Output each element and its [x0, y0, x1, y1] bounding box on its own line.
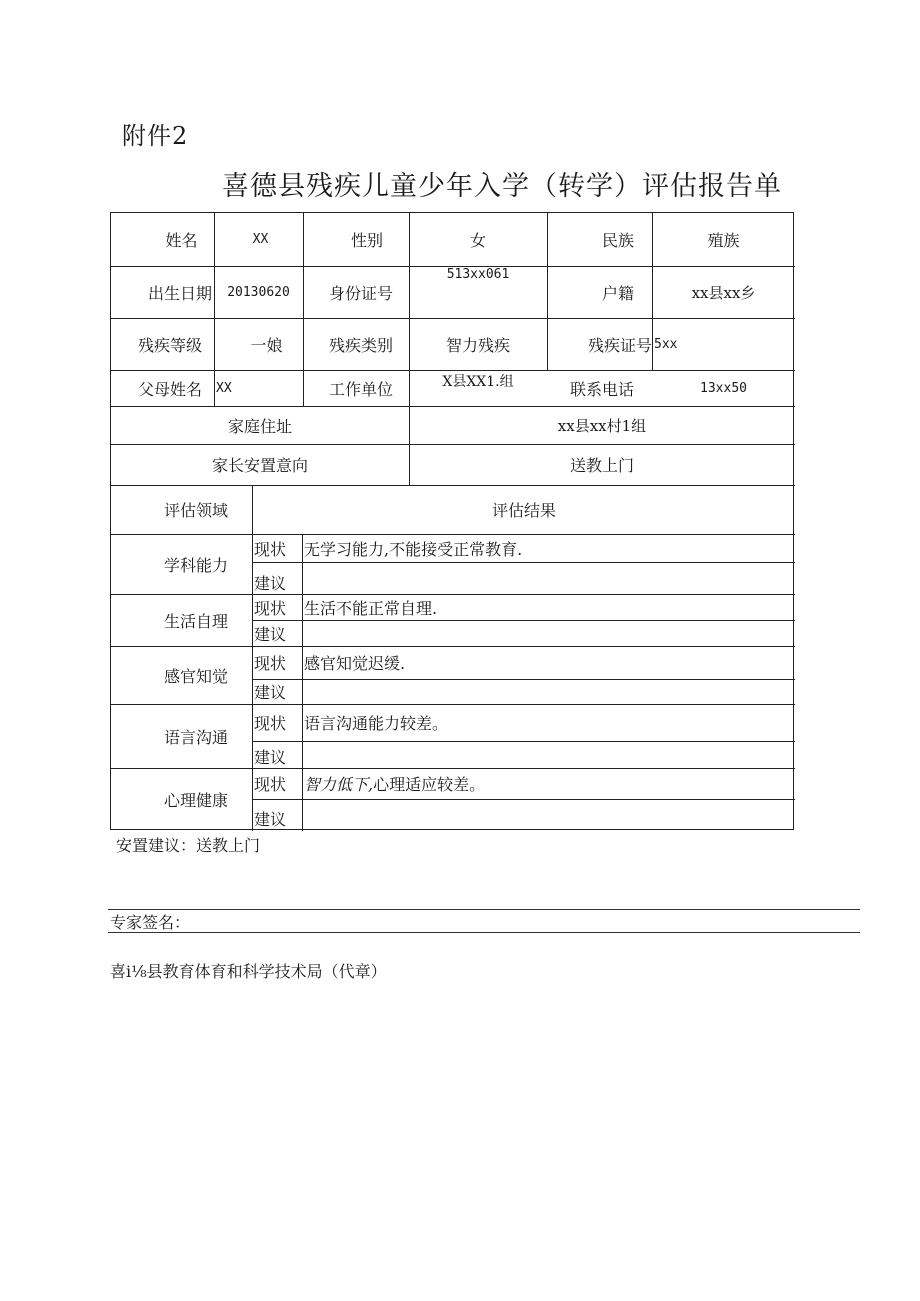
- suggest-label: 建议: [254, 748, 287, 767]
- disability-cert-value: 5xx: [654, 336, 678, 352]
- status-label: 现状: [254, 539, 287, 559]
- assessment-table: [110, 212, 794, 830]
- disability-level-value: 一娘: [250, 335, 283, 355]
- phone-value: 13xx50: [700, 380, 747, 396]
- gender-value: 女: [469, 231, 486, 250]
- hukou-label: 户籍: [601, 283, 634, 303]
- status-text: 感官知觉迟缓.: [304, 654, 406, 673]
- phone-label: 联系电话: [569, 379, 634, 399]
- ethnicity-label: 民族: [601, 231, 634, 250]
- gender-label: 性别: [350, 231, 383, 250]
- work-unit-label: 工作单位: [328, 379, 393, 399]
- dob-value: 20130620: [227, 284, 290, 300]
- signature-divider-top: [108, 909, 860, 910]
- suggest-text[interactable]: [302, 620, 797, 646]
- placement-intent-label: 家长安置意向: [211, 456, 308, 475]
- address-label: 家庭住址: [227, 416, 292, 436]
- status-label: 现状: [254, 654, 287, 673]
- dob-label: 出生日期: [147, 283, 212, 303]
- eval-result-header: 评估结果: [492, 501, 557, 520]
- expert-signature-label: 专家签名：: [110, 913, 191, 932]
- suggest-label: 建议: [254, 810, 287, 829]
- suggest-label: 建议: [254, 624, 287, 644]
- id-value: 513xx061: [446, 267, 510, 282]
- domain-name: 生活自理: [163, 611, 228, 631]
- attachment-label: 附件2: [122, 122, 189, 150]
- placement-intent-value: 送教上门: [569, 456, 634, 475]
- name-value: XX: [252, 232, 269, 247]
- status-text: 心理适应较差。: [373, 775, 486, 794]
- placement-suggestion: 安置建议：送教上门: [116, 836, 261, 855]
- status-text: 生活不能正常自理.: [304, 598, 438, 618]
- domain-name: 心理健康: [163, 790, 228, 810]
- id-label: 身份证号: [328, 283, 393, 303]
- page-title: 喜德县残疾儿童少年入学（转学）评估报告单: [222, 171, 782, 202]
- domain-name: 语言沟通: [163, 727, 228, 747]
- disability-type-label: 残疾类别: [328, 335, 393, 355]
- suggest-text[interactable]: [302, 679, 797, 704]
- suggest-text[interactable]: [302, 562, 797, 594]
- eval-domain-header: 评估领域: [163, 501, 228, 520]
- address-value: xx县xx村1组: [557, 416, 647, 435]
- status-label: 现状: [254, 598, 287, 618]
- work-unit-value: X县XX1.组: [442, 374, 514, 390]
- suggest-label: 建议: [254, 683, 287, 702]
- status-text-row: [302, 768, 797, 799]
- domain-name: 感官知觉: [163, 666, 228, 686]
- status-label: 现状: [254, 775, 287, 794]
- status-text: 无学习能力,不能接受正常教育.: [304, 539, 523, 559]
- ethnicity-value: 殖族: [707, 231, 740, 250]
- hukou-value: xx县xx乡: [691, 283, 756, 302]
- signature-divider-bottom: [108, 932, 860, 933]
- suggest-text[interactable]: [302, 741, 797, 768]
- domain-name: 学科能力: [163, 555, 228, 575]
- bureau-seal-line: 喜i⅛县教育体育和科学技术局（代章）: [110, 962, 387, 981]
- disability-type-value: 智力残疾: [445, 335, 510, 355]
- disability-cert-label: 残疾证号: [587, 335, 652, 355]
- disability-level-label: 残疾等级: [137, 335, 202, 355]
- suggest-label: 建议: [254, 574, 287, 593]
- suggest-text[interactable]: [302, 799, 797, 830]
- status-label: 现状: [254, 714, 287, 733]
- parent-name-value: XX: [216, 380, 232, 396]
- parent-name-label: 父母姓名: [137, 379, 202, 399]
- status-text: 语言沟通能力较差。: [304, 714, 449, 733]
- status-text-italic: 智力低下,: [304, 775, 374, 794]
- name-label: 姓名: [165, 231, 198, 250]
